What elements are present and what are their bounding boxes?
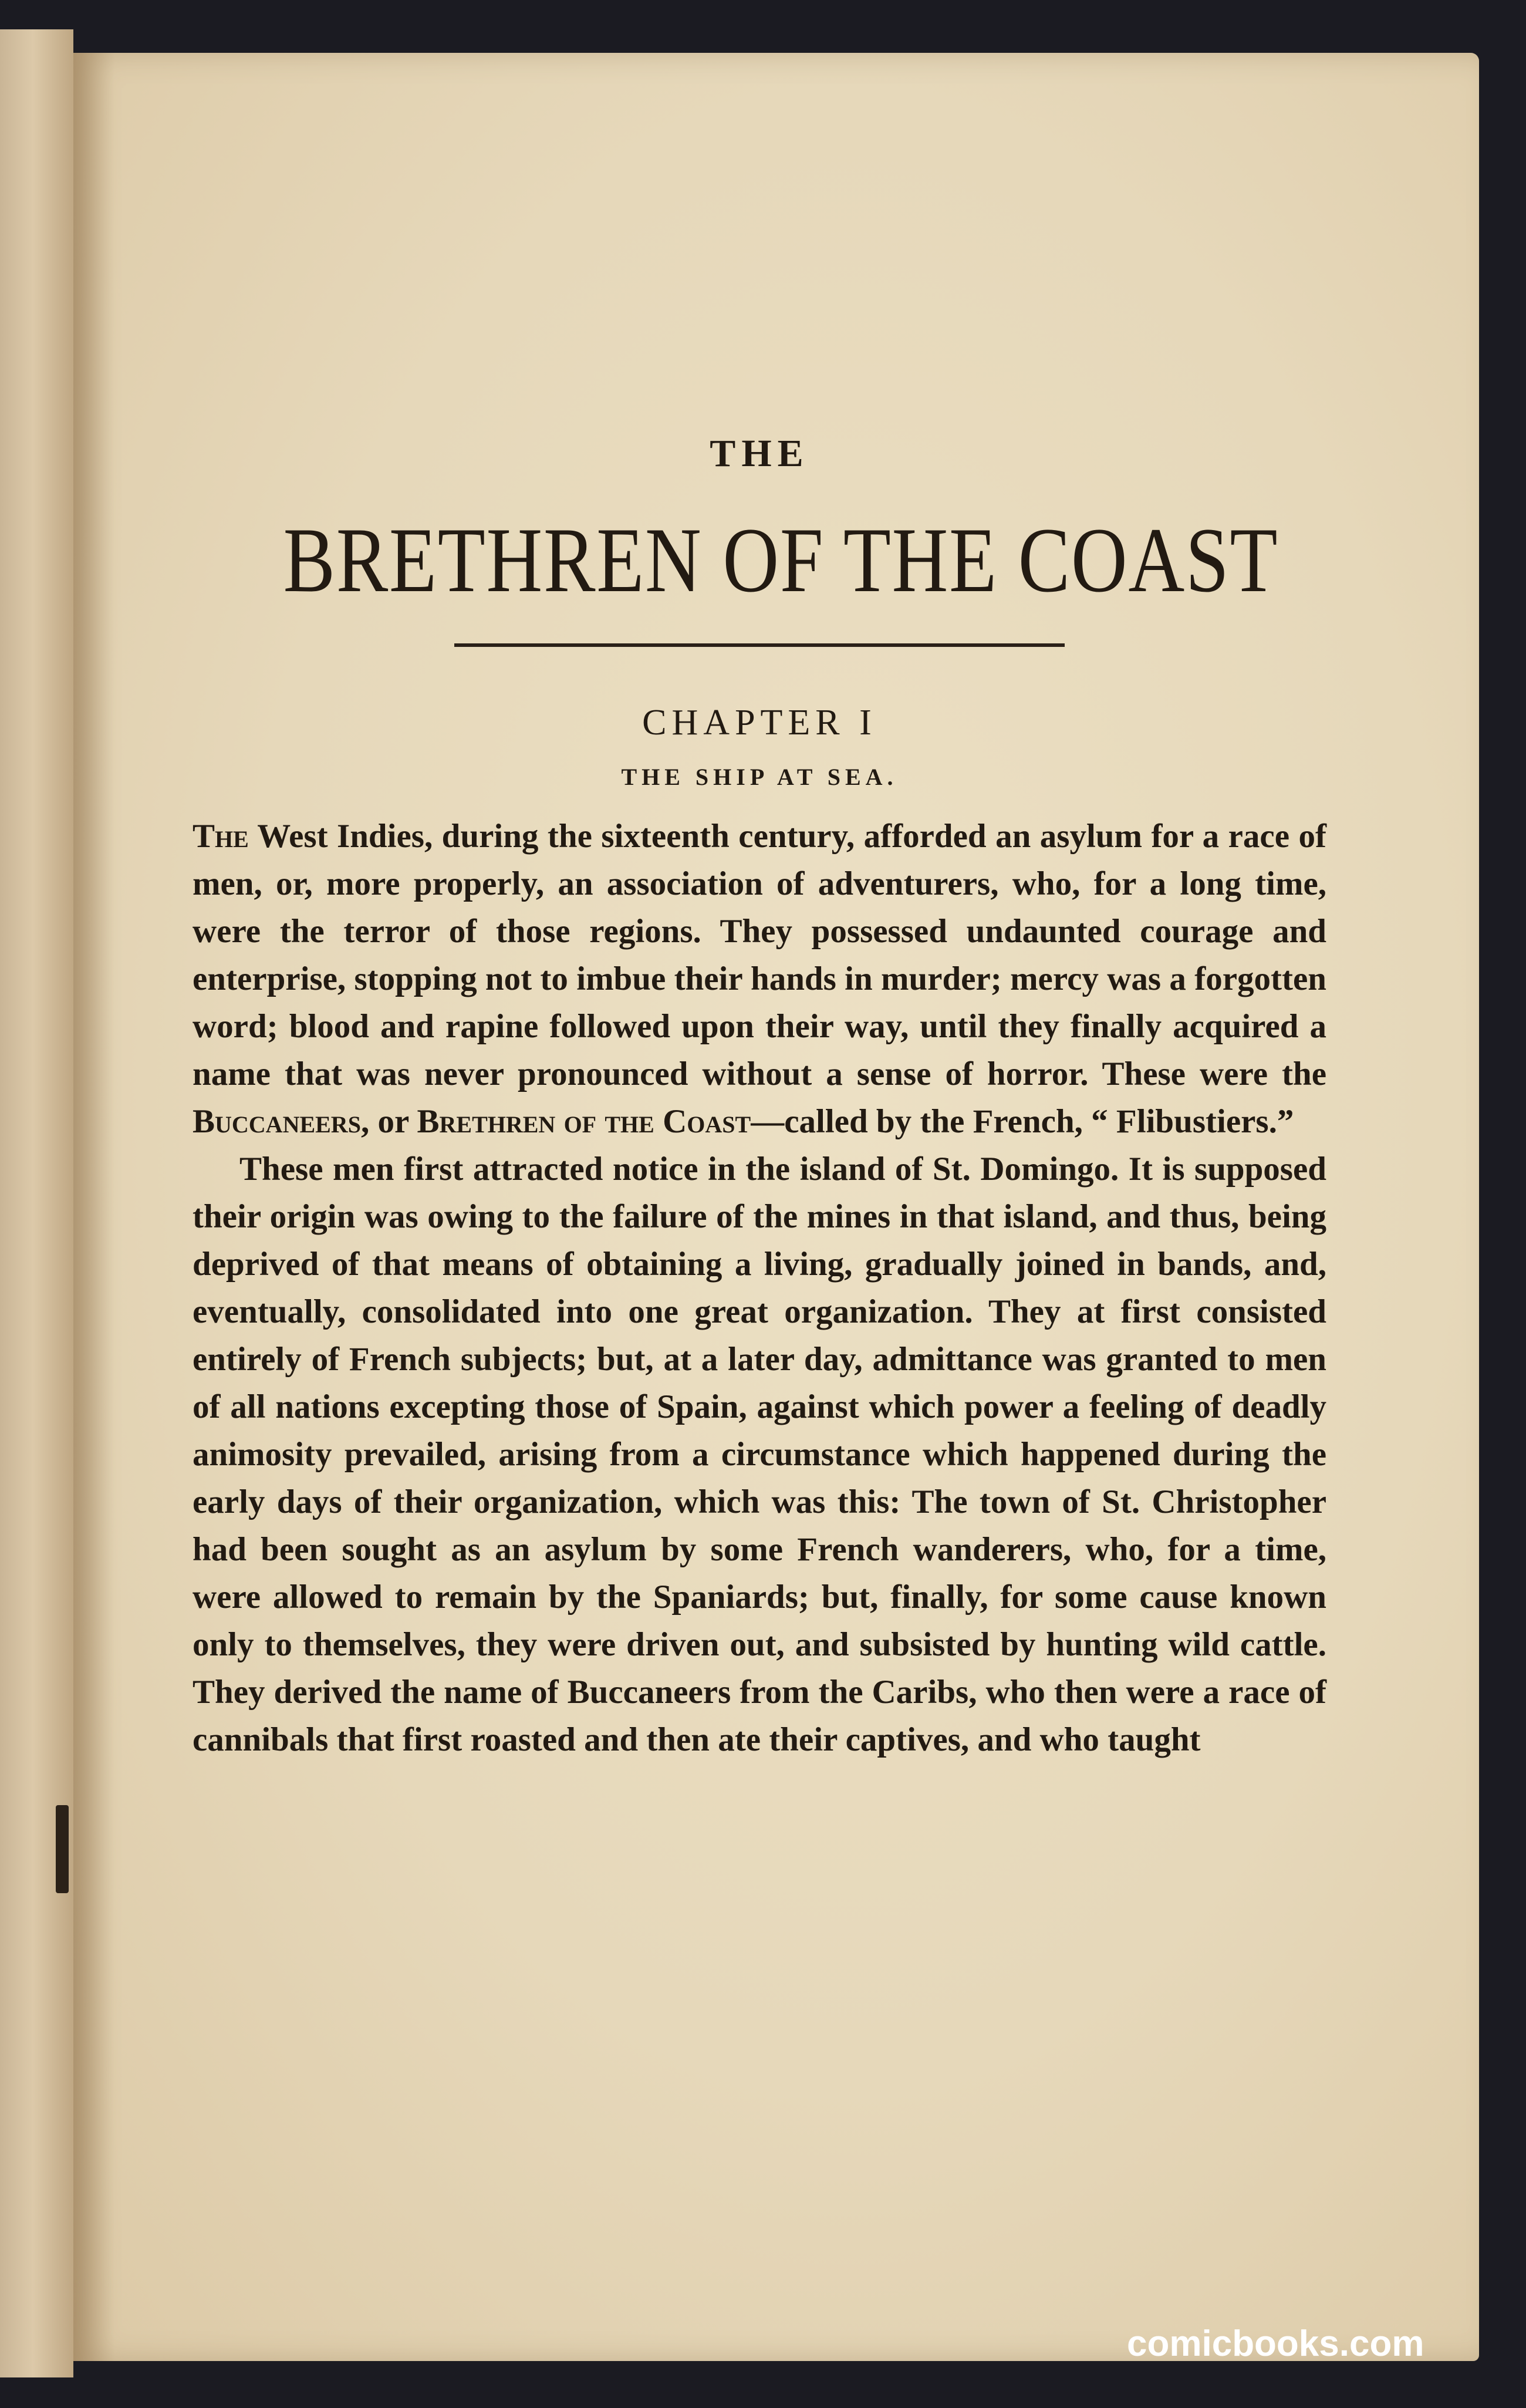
binding-mark — [56, 1805, 69, 1893]
title-rule — [454, 643, 1065, 647]
title-article: THE — [710, 432, 809, 475]
page-content — [193, 434, 1326, 1763]
brethren-term: Brethren of the Coast — [417, 1103, 751, 1140]
chapter-label: CHAPTER I — [642, 703, 877, 743]
watermark: comicbooks.com — [1127, 2323, 1424, 2364]
paragraph-1-text: West Indies, during the sixteenth century, afforded an asylum for a race of men, or, more properly, an association of adventurers, who, for a long time, were the terror of those regions. They possessed undaunted courage and enterprise, stopping not to imbue their hands in murder; mercy was a forgotten word; blood and rapine followed upon their way, until they finally acquired a name that was never pronounced without a sense of horror. These were the — [193, 818, 1326, 1092]
book-title: BRETHREN OF THE COAST — [283, 509, 1279, 612]
chapter-subtitle: THE SHIP AT SEA. — [621, 764, 898, 790]
gutter-stain — [73, 53, 114, 2361]
left-page-edge — [0, 29, 73, 2377]
paragraph-1 — [193, 812, 1326, 1145]
buccaneers-term: Buccaneers — [193, 1103, 361, 1140]
paragraph-1-text-end: —called by the French, “ Flibustiers.” — [751, 1103, 1294, 1140]
paragraph-1-or: , or — [360, 1103, 417, 1140]
paragraph-1-lead: The — [193, 818, 249, 855]
paragraph-2: These men first attracted notice in the island of St. Domingo. It is supposed their origin was owing to the failure of the mines in that island, and thus, being deprived of that means of obtaining a living, gradually joined in bands, and, eventually, consolidated into one great organization. They at first consisted entirely of French subjects; but, at a later day, admittance was granted to men of all nations excepting those of Spain, against which power a feeling of deadly animosity prevailed, arising from a circumstance which happened during the early days of their organization, which was this: The town of St. Christopher had been sought as an asylum by some French wanderers, who, for a time, were allowed to remain by the Spaniards; but, finally, for some cause known only to themselves, they were driven out, and subsisted by hunting wild cattle. They derived the name of Buccaneers from the Caribs, who then were a race of cannibals that first roasted and then ate their captives, and who taught — [193, 1151, 1326, 1758]
